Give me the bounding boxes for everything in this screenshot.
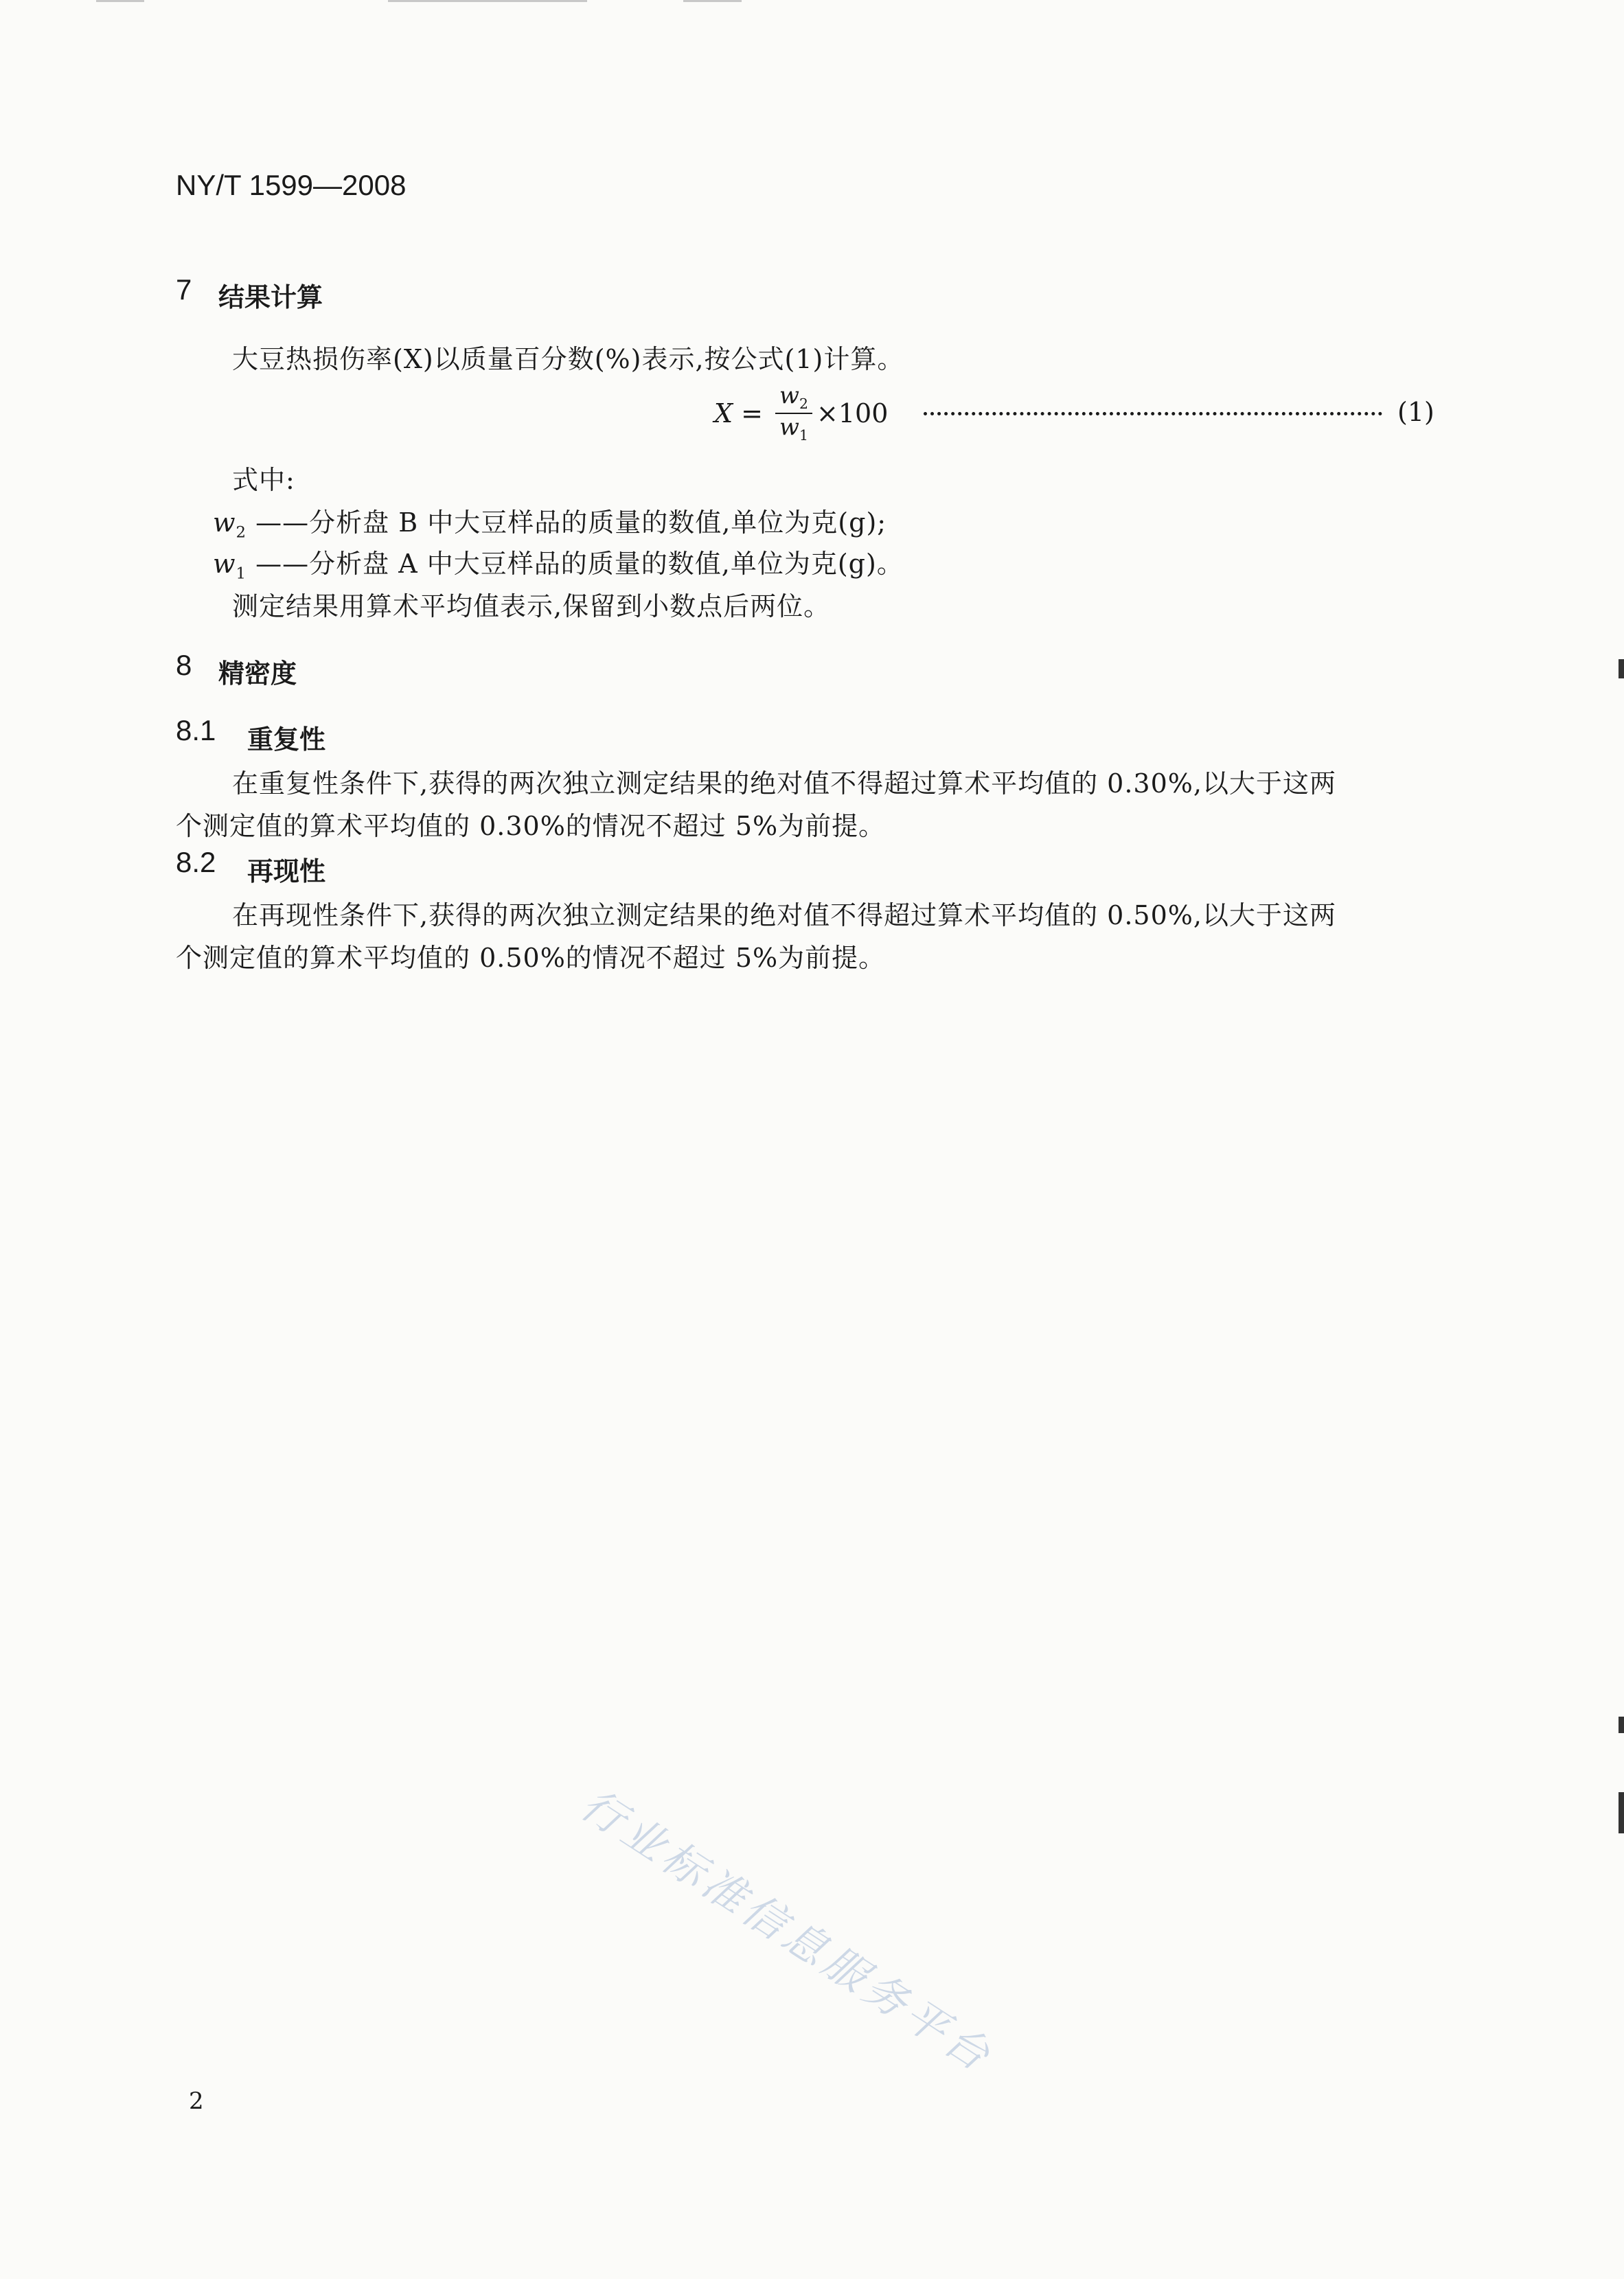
section-8-2-line-2: 个测定值的算术平均值的 0.50%的情况不超过 5%为前提。 <box>176 943 886 973</box>
standard-code: NY/T 1599—2008 <box>176 169 407 201</box>
scan-artifact <box>683 0 742 2</box>
formula-denominator: $w_1$ <box>779 413 808 444</box>
section-8-2-title: 再现性 <box>247 856 326 886</box>
formula-equals: = <box>741 398 763 428</box>
section-7-number: 7 <box>176 273 192 306</box>
section-7-intro: 大豆热损伤率(X)以质量百分数(%)表示,按公式(1)计算。 <box>232 344 904 374</box>
section-8-title: 精密度 <box>218 658 297 689</box>
equation-number: (1) <box>1397 397 1434 427</box>
var-w2-definition: $w_2$ ——分析盘 B 中大豆样品的质量的数值,单位为克(g); <box>213 507 887 542</box>
section-8-2-line-1: 在再现性条件下,获得的两次独立测定结果的绝对值不得超过算术平均值的 0.50%,以大于这两 <box>232 900 1336 930</box>
section-8-1-number: 8.1 <box>176 714 216 746</box>
watermark: 行业标准信息服务平台 <box>572 1778 1003 2083</box>
var-w1-definition: $w_1$ ——分析盘 A 中大豆样品的质量的数值,单位为克(g)。 <box>213 549 904 583</box>
where-label: 式中: <box>232 465 295 495</box>
section-8-2-number: 8.2 <box>176 846 216 878</box>
formula-1 <box>714 379 888 448</box>
formula-numerator: $w_2$ <box>775 384 812 414</box>
section-8-1-line-2: 个测定值的算术平均值的 0.30%的情况不超过 5%为前提。 <box>176 811 886 841</box>
formula-lhs: X <box>714 398 733 428</box>
section-7-title: 结果计算 <box>218 282 323 312</box>
scan-artifact <box>96 0 144 2</box>
scan-artifact <box>1619 1717 1624 1733</box>
dot-leader <box>924 395 1382 415</box>
scan-artifact <box>388 0 587 2</box>
scan-artifact <box>1619 659 1624 678</box>
section-8-number: 8 <box>176 649 192 681</box>
section-8-1-title: 重复性 <box>247 724 326 755</box>
scan-artifact <box>1619 1792 1624 1833</box>
section-8-1-line-1: 在重复性条件下,获得的两次独立测定结果的绝对值不得超过算术平均值的 0.30%,以大于这两 <box>232 768 1336 799</box>
page-number: 2 <box>189 2087 204 2115</box>
result-note: 测定结果用算术平均值表示,保留到小数点后两位。 <box>232 591 831 621</box>
formula-times: ×100 <box>816 398 889 428</box>
formula-fraction <box>775 381 812 444</box>
